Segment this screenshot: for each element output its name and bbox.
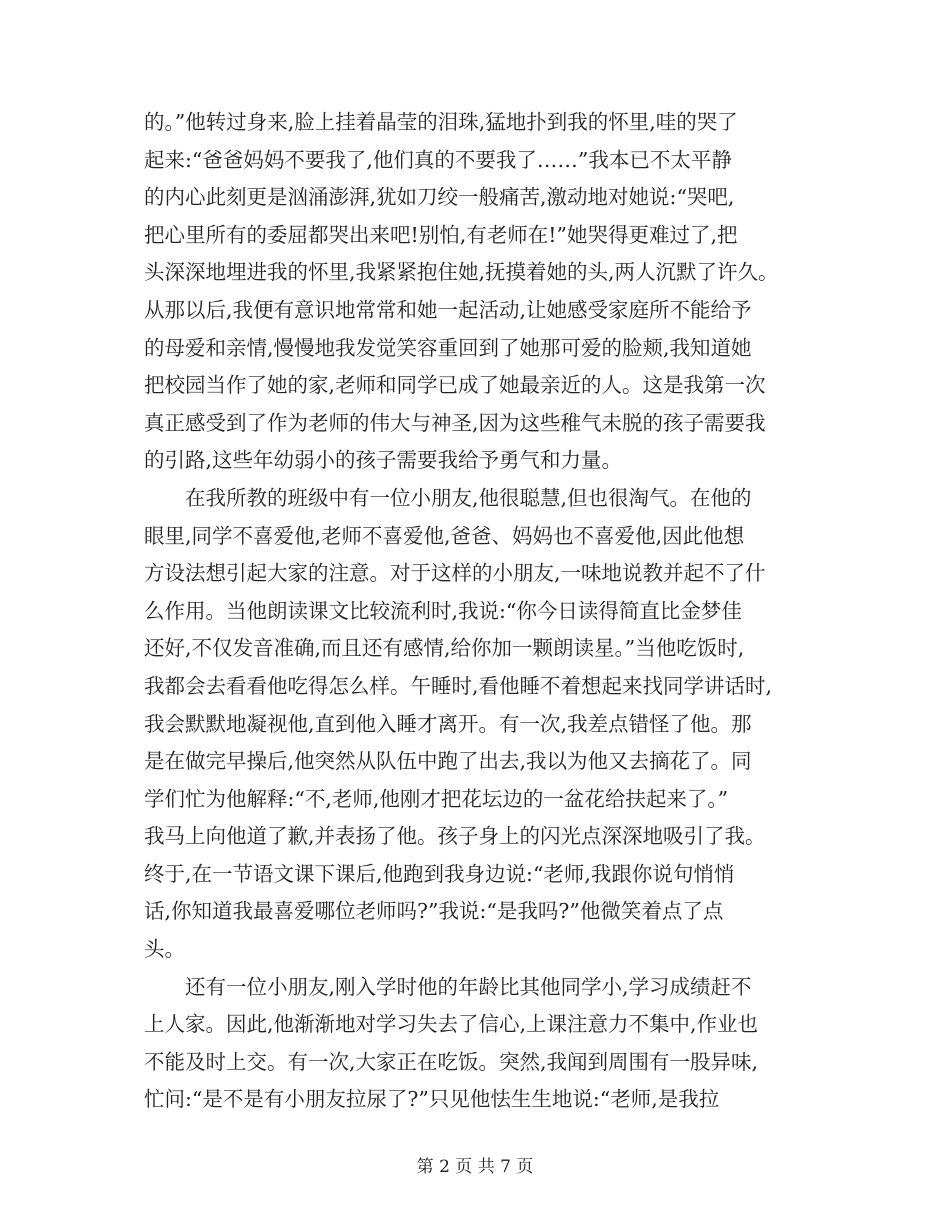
text-line: 眼里,同学不喜爱他,老师不喜爱他,爸爸、妈妈也不喜爱他,因此他想 xyxy=(144,523,745,548)
text-line: 的母爱和亲情,慢慢地我发觉笑容重回到了她那可爱的脸颊,我知道她 xyxy=(144,335,752,360)
text-line: 话,你知道我最喜爱哪位老师吗?”我说:“是我吗?”他微笑着点了点 xyxy=(144,899,724,924)
text-line: 我会默默地凝视他,直到他入睡才离开。有一次,我差点错怪了他。那 xyxy=(144,711,752,736)
text-line: 我马上向他道了歉,并表扬了他。孩子身上的闪光点深深地吸引了我。 xyxy=(144,824,766,849)
text-line: 把校园当作了她的家,老师和同学已成了她最亲近的人。这是我第一次 xyxy=(144,373,766,398)
text-line: 我都会去看看他吃得怎么样。午睡时,看他睡不着想起来找同学讲话时, xyxy=(144,673,773,698)
text-line: 终于,在一节语文课下课后,他跑到我身边说:“老师,我跟你说句悄悄 xyxy=(144,861,735,886)
page-number-footer: 第 2 页 共 7 页 xyxy=(416,1157,534,1177)
text-line: 头深深地埋进我的怀里,我紧紧抱住她,抚摸着她的头,两人沉默了许久。 xyxy=(144,260,779,285)
text-line: 把心里所有的委屈都哭出来吧!别怕,有老师在!”她哭得更难过了,把 xyxy=(144,222,738,247)
text-line: 的内心此刻更是汹涌澎湃,犹如刀绞一般痛苦,激动地对她说:“哭吧, xyxy=(144,185,735,210)
text-line: 真正感受到了作为老师的伟大与神圣,因为这些稚气未脱的孩子需要我 xyxy=(144,410,766,435)
text-line: 么作用。当他朗读课文比较流利时,我说:“你今日读得简直比金梦佳 xyxy=(144,598,742,623)
text-line: 学们忙为他解释:“不,老师,他刚才把花坛边的一盆花给扶起来了。” xyxy=(144,786,729,811)
text-line: 上人家。因此,他渐渐地对学习失去了信心,上课注意力不集中,作业也 xyxy=(144,1012,759,1037)
text-line: 还好,不仅发音准确,而且还有感情,给你加一颗朗读星。”当他吃饭时, xyxy=(144,636,745,661)
text-line: 忙问:“是不是有小朋友拉尿了?”只见他怯生生地说:“老师,是我拉 xyxy=(144,1087,720,1112)
body-text xyxy=(144,104,824,1119)
text-line: 是在做完早操后,他突然从队伍中跑了出去,我以为他又去摘花了。同 xyxy=(144,749,752,774)
text-line: 还有一位小朋友,刚入学时他的年龄比其他同学小,学习成绩赶不 xyxy=(144,974,752,999)
text-line: 方设法想引起大家的注意。对于这样的小朋友,一味地说教并起不了什 xyxy=(144,561,766,586)
text-line: 不能及时上交。有一次,大家正在吃饭。突然,我闻到周围有一股异味, xyxy=(144,1049,759,1074)
text-line: 的引路,这些年幼弱小的孩子需要我给予勇气和力量。 xyxy=(144,448,623,473)
text-line: 的。”他转过身来,脸上挂着晶莹的泪珠,猛地扑到我的怀里,哇的哭了 xyxy=(144,110,738,134)
text-line: 在我所教的班级中有一位小朋友,他很聪慧,但也很淘气。在他的 xyxy=(144,485,752,510)
text-line: 起来:“爸爸妈妈不要我了,他们真的不要我了……”我本已不太平静 xyxy=(144,147,732,172)
text-line: 头。 xyxy=(144,937,185,962)
text-line: 从那以后,我便有意识地常常和她一起活动,让她感受家庭所不能给予 xyxy=(144,297,752,322)
